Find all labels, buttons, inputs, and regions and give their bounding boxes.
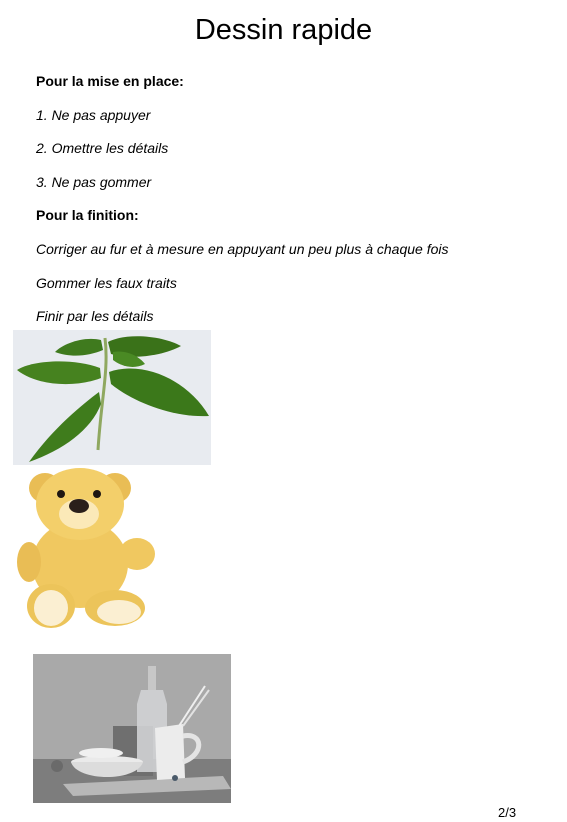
list-item: Corriger au fur et à mesure en appuyant un peu plus à chaque fois (36, 241, 449, 257)
section-heading-setup: Pour la mise en place: (36, 73, 184, 89)
list-item: Gommer les faux traits (36, 275, 177, 291)
still-life-photo (33, 654, 231, 803)
leaf-photo (13, 330, 211, 465)
list-item: Finir par les détails (36, 308, 154, 324)
list-item: 1. Ne pas appuyer (36, 107, 151, 123)
list-item: 3. Ne pas gommer (36, 174, 152, 190)
page-title: Dessin rapide (194, 14, 373, 46)
page-number: 2/3 (498, 805, 517, 820)
list-item: 2. Omettre les détails (36, 140, 169, 156)
section-heading-finish: Pour la finition: (36, 207, 139, 223)
teddy-bear-photo (15, 466, 157, 636)
